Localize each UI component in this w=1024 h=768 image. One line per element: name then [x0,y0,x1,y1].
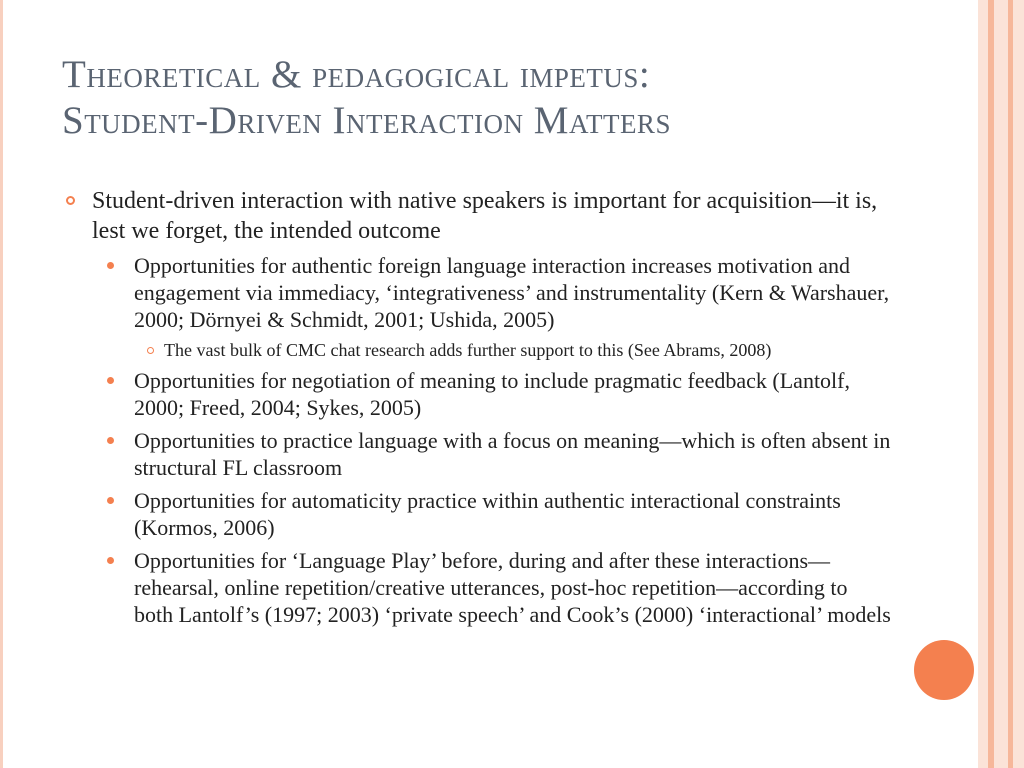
bullet-level-2 [62,487,892,541]
bullet-text: Student-driven interaction with native speakers is important for acquisition—it is, lest we forget, the intended outcome [92,188,878,244]
bullet-level-1 [62,186,892,246]
slide-body [62,186,892,634]
slide-title [62,52,942,144]
bullet-level-2 [62,427,892,481]
bullet-icon [107,262,114,269]
bullet-text: Opportunities for automaticity practice within authentic interactional constraints (Kormos, 2006) [134,488,841,540]
stripe [978,0,988,768]
bullet-level-2 [62,547,892,628]
right-stripes-decoration [978,0,1024,768]
bullet-level-2 [62,367,892,421]
stripe [994,0,1008,768]
bullet-level-2 [62,252,892,333]
bullet-level-3 [62,339,892,361]
decorative-circle [914,640,974,700]
bullet-text: The vast bulk of CMC chat research adds further support to this (See Abrams, 2008) [164,340,772,360]
bullet-icon [107,557,114,564]
title-line-1: Theoretical & pedagogical impetus: [62,53,651,96]
bullet-text: Opportunities for negotiation of meaning to include pragmatic feedback (Lantolf, 2000; Freed, 2004; Sykes, 2005) [134,368,850,420]
bullet-text: Opportunities for ‘Language Play’ before, during and after these interactions—rehearsal, online repetition/creative utterances, post-hoc repetition—according to both Lantolf’s (1997; 2003) ‘private speech’ and Cook’s (2000) ‘interactional’ models [134,548,891,627]
title-line-2: Student-Driven Interaction Matters [62,99,671,142]
left-border-decoration [0,0,3,768]
bullet-icon [107,437,114,444]
stripe [1013,0,1024,768]
bullet-icon [107,377,114,384]
bullet-text: Opportunities to practice language with a focus on meaning—which is often absent in structural FL classroom [134,428,891,480]
bullet-icon [107,497,114,504]
bullet-icon [66,196,75,205]
bullet-icon [147,347,154,354]
bullet-text: Opportunities for authentic foreign language interaction increases motivation and engagement via immediacy, ‘integrativeness’ and instrumentality (Kern & Warshauer, 2000; Dörnyei & Schmidt, 2001; Ushida, 2005) [134,253,890,332]
